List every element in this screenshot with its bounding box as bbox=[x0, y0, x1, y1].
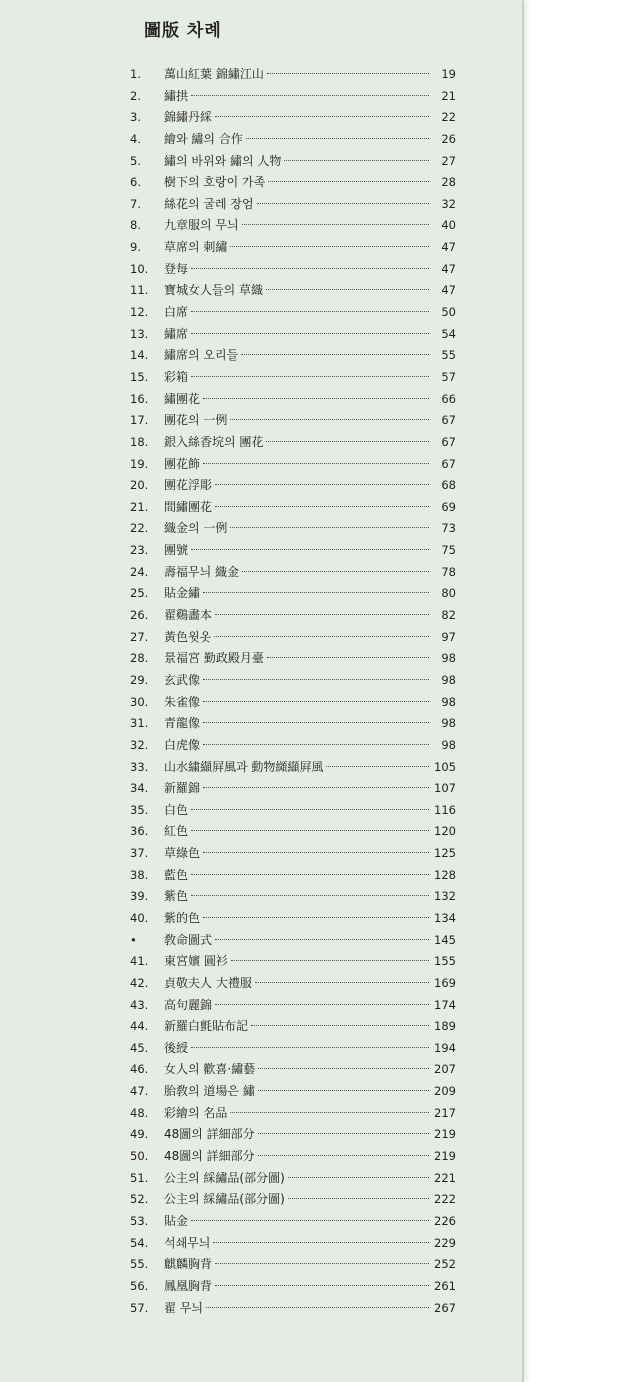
entry-title: 紫的色 bbox=[164, 910, 201, 925]
toc-entry bbox=[130, 1168, 456, 1190]
entry-page-number: 169 bbox=[434, 975, 456, 990]
toc-entry bbox=[130, 670, 456, 692]
entry-number: 30. bbox=[130, 694, 149, 709]
entry-title: 鳳凰胸背 bbox=[164, 1278, 213, 1293]
dot-leader bbox=[203, 744, 429, 745]
entry-page-number: 132 bbox=[434, 889, 456, 904]
entry-title: 貼金繡 bbox=[164, 586, 201, 601]
page-title: 圖版 차례 bbox=[144, 21, 222, 41]
entry-page-number: 57 bbox=[441, 369, 456, 384]
entry-title: 白色 bbox=[164, 802, 189, 817]
toc-entry bbox=[130, 64, 456, 86]
toc-entry bbox=[130, 129, 456, 151]
entry-title: 萬山紅葉 錦繡江山 bbox=[164, 67, 264, 81]
entry-page-number: 27 bbox=[441, 153, 456, 168]
toc-entry bbox=[130, 280, 456, 302]
toc-entry bbox=[130, 172, 456, 194]
entry-number: 49. bbox=[130, 1127, 149, 1142]
dot-leader bbox=[215, 116, 429, 117]
toc-entry bbox=[130, 497, 456, 519]
entry-page-number: 217 bbox=[434, 1105, 456, 1120]
entry-title: 白虎像 bbox=[164, 737, 201, 752]
dot-leader bbox=[251, 1025, 429, 1026]
entry-number: 3. bbox=[130, 110, 141, 125]
entry-page-number: 222 bbox=[434, 1192, 456, 1207]
toc-entry bbox=[130, 1016, 456, 1038]
entry-page-number: 80 bbox=[441, 586, 456, 601]
entry-page-number: 98 bbox=[441, 694, 456, 709]
entry-title: 新羅錦 bbox=[164, 781, 201, 796]
entry-number: 32. bbox=[130, 737, 149, 752]
entry-title: 絲花의 굴레 장엄 bbox=[164, 196, 254, 211]
entry-number: 56. bbox=[130, 1278, 149, 1293]
entry-title: 석쇄무늬 bbox=[164, 1235, 211, 1250]
toc-entry bbox=[130, 821, 456, 843]
entry-number: 41. bbox=[130, 954, 149, 969]
dot-leader bbox=[203, 463, 429, 464]
dot-leader bbox=[203, 679, 429, 680]
entry-page-number: 145 bbox=[434, 932, 456, 947]
entry-number: 47. bbox=[130, 1084, 149, 1099]
dot-leader bbox=[230, 527, 429, 528]
entry-number: 39. bbox=[130, 889, 149, 904]
entry-number: 22. bbox=[130, 521, 149, 536]
entry-title: 團花浮彫 bbox=[164, 478, 213, 493]
entry-title: 紅色 bbox=[164, 824, 189, 839]
toc-entry bbox=[130, 324, 456, 346]
entry-title: 繪와 繡의 合作 bbox=[164, 131, 243, 146]
toc-entry bbox=[130, 518, 456, 540]
entry-title: 胎敎의 道場은 繡 bbox=[164, 1084, 255, 1099]
entry-number: • bbox=[130, 932, 137, 947]
dot-leader bbox=[230, 1112, 429, 1113]
entry-page-number: 47 bbox=[441, 240, 456, 255]
dot-leader bbox=[191, 549, 429, 550]
entry-page-number: 125 bbox=[434, 846, 456, 861]
dot-leader bbox=[203, 917, 429, 918]
entry-title: 樹下의 호랑이 가족 bbox=[164, 175, 266, 190]
entry-number: 42. bbox=[130, 975, 149, 990]
toc-entry bbox=[130, 259, 456, 281]
dot-leader bbox=[258, 1068, 429, 1069]
entry-page-number: 219 bbox=[434, 1127, 456, 1142]
entry-title: 登每 bbox=[164, 261, 189, 276]
entry-number: 20. bbox=[130, 478, 149, 493]
toc-entry bbox=[130, 410, 456, 432]
dot-leader bbox=[231, 960, 429, 961]
dot-leader bbox=[203, 398, 429, 399]
entry-number: 44. bbox=[130, 1019, 149, 1034]
entry-page-number: 40 bbox=[441, 218, 456, 233]
entry-page-number: 261 bbox=[434, 1278, 456, 1293]
entry-number: 7. bbox=[130, 196, 141, 211]
entry-number: 19. bbox=[130, 456, 149, 471]
entry-page-number: 221 bbox=[434, 1170, 456, 1185]
entry-title: 新羅白氈貼布記 bbox=[164, 1019, 249, 1034]
toc-entry bbox=[130, 1254, 456, 1276]
entry-title: 貞敬夫人 大禮服 bbox=[164, 975, 252, 990]
entry-number: 28. bbox=[130, 651, 149, 666]
entry-title: 敎命圖式 bbox=[164, 932, 213, 947]
entry-number: 40. bbox=[130, 910, 149, 925]
entry-title: 麒麟胸背 bbox=[164, 1257, 213, 1272]
dot-leader bbox=[230, 246, 429, 247]
entry-number: 10. bbox=[130, 261, 149, 276]
entry-number: 34. bbox=[130, 781, 149, 796]
entry-title: 後綬 bbox=[164, 1040, 189, 1055]
toc-entry bbox=[130, 605, 456, 627]
entry-page-number: 75 bbox=[441, 543, 456, 558]
toc-entry bbox=[130, 345, 456, 367]
entry-title: 景福宮 勤政殿月臺 bbox=[164, 651, 264, 666]
entry-title: 團花의 一例 bbox=[164, 413, 228, 428]
dot-leader bbox=[214, 636, 429, 637]
table-of-contents bbox=[130, 64, 456, 1319]
toc-entry bbox=[130, 800, 456, 822]
toc-entry bbox=[130, 389, 456, 411]
entry-page-number: 28 bbox=[441, 175, 456, 190]
dot-leader bbox=[258, 1133, 429, 1134]
dot-leader bbox=[191, 311, 429, 312]
entry-page-number: 50 bbox=[441, 305, 456, 320]
entry-number: 27. bbox=[130, 629, 149, 644]
entry-title: 藍色 bbox=[164, 867, 189, 882]
dot-leader bbox=[267, 657, 429, 658]
entry-page-number: 97 bbox=[441, 629, 456, 644]
entry-title: 貼金 bbox=[164, 1213, 189, 1228]
entry-title: 翟 무늬 bbox=[164, 1300, 203, 1315]
entry-title: 青龍像 bbox=[164, 716, 201, 731]
toc-entry bbox=[130, 930, 456, 952]
dot-leader bbox=[191, 895, 429, 896]
toc-entry bbox=[130, 562, 456, 584]
toc-entry bbox=[130, 757, 456, 779]
entry-number: 14. bbox=[130, 348, 149, 363]
dot-leader bbox=[213, 1242, 429, 1243]
dot-leader bbox=[215, 506, 429, 507]
dot-leader bbox=[191, 333, 429, 334]
entry-page-number: 98 bbox=[441, 651, 456, 666]
entry-page-number: 32 bbox=[441, 196, 456, 211]
entry-number: 1. bbox=[130, 67, 141, 81]
dot-leader bbox=[206, 1307, 429, 1308]
dot-leader bbox=[215, 484, 429, 485]
entry-number: 26. bbox=[130, 608, 149, 623]
entry-page-number: 189 bbox=[434, 1019, 456, 1034]
entry-title: 繡의 바위와 繡의 人物 bbox=[164, 153, 282, 168]
entry-number: 52. bbox=[130, 1192, 149, 1207]
dot-leader bbox=[191, 830, 429, 831]
toc-entry bbox=[130, 1189, 456, 1211]
toc-entry bbox=[130, 237, 456, 259]
entry-number: 45. bbox=[130, 1040, 149, 1055]
entry-page-number: 47 bbox=[441, 261, 456, 276]
entry-title: 繡團花 bbox=[164, 391, 201, 406]
entry-title: 高句麗錦 bbox=[164, 997, 213, 1012]
dot-leader bbox=[246, 138, 429, 139]
entry-title: 寶城女人들의 草織 bbox=[164, 283, 263, 298]
toc-entry bbox=[130, 908, 456, 930]
entry-number: 51. bbox=[130, 1170, 149, 1185]
entry-page-number: 98 bbox=[441, 737, 456, 752]
toc-entry bbox=[130, 1081, 456, 1103]
dot-leader bbox=[203, 592, 429, 593]
entry-title: 繡拱 bbox=[164, 88, 189, 103]
entry-number: 15. bbox=[130, 369, 149, 384]
entry-title: 銀入絲香垸의 團花 bbox=[164, 434, 264, 449]
entry-number: 13. bbox=[130, 326, 149, 341]
toc-entry bbox=[130, 995, 456, 1017]
toc-entry bbox=[130, 454, 456, 476]
entry-number: 11. bbox=[130, 283, 149, 298]
toc-entry bbox=[130, 1276, 456, 1298]
entry-page-number: 78 bbox=[441, 564, 456, 579]
entry-number: 36. bbox=[130, 824, 149, 839]
dot-leader bbox=[191, 1220, 429, 1221]
entry-number: 43. bbox=[130, 997, 149, 1012]
dot-leader bbox=[288, 1198, 429, 1199]
entry-title: 九章服의 무늬 bbox=[164, 218, 239, 233]
entry-number: 23. bbox=[130, 543, 149, 558]
entry-page-number: 82 bbox=[441, 608, 456, 623]
entry-number: 25. bbox=[130, 586, 149, 601]
toc-entry bbox=[130, 1124, 456, 1146]
entry-title: 團花飾 bbox=[164, 456, 201, 471]
entry-page-number: 66 bbox=[441, 391, 456, 406]
entry-number: 37. bbox=[130, 846, 149, 861]
dot-leader bbox=[230, 419, 429, 420]
dot-leader bbox=[266, 289, 429, 290]
dot-leader bbox=[191, 1047, 429, 1048]
entry-number: 8. bbox=[130, 218, 141, 233]
toc-entry bbox=[130, 151, 456, 173]
toc-entry bbox=[130, 194, 456, 216]
dot-leader bbox=[266, 441, 429, 442]
dot-leader bbox=[191, 376, 429, 377]
entry-page-number: 252 bbox=[434, 1257, 456, 1272]
toc-entry bbox=[130, 778, 456, 800]
dot-leader bbox=[215, 1285, 429, 1286]
entry-title: 錦繡丹綵 bbox=[164, 110, 213, 125]
dot-leader bbox=[268, 181, 429, 182]
entry-title: 白席 bbox=[164, 305, 189, 320]
entry-page-number: 47 bbox=[441, 283, 456, 298]
toc-entry bbox=[130, 886, 456, 908]
entry-title: 草席의 刺繡 bbox=[164, 240, 228, 255]
entry-title: 團號 bbox=[164, 543, 189, 558]
toc-entry bbox=[130, 475, 456, 497]
entry-title: 公主의 綵繡品(部分圖) bbox=[164, 1192, 285, 1207]
dot-leader bbox=[215, 1263, 429, 1264]
toc-entry bbox=[130, 302, 456, 324]
entry-page-number: 209 bbox=[434, 1084, 456, 1099]
entry-number: 4. bbox=[130, 131, 141, 146]
entry-number: 2. bbox=[130, 88, 141, 103]
entry-number: 9. bbox=[130, 240, 141, 255]
toc-entry bbox=[130, 735, 456, 757]
entry-number: 54. bbox=[130, 1235, 149, 1250]
entry-number: 6. bbox=[130, 175, 141, 190]
dot-leader bbox=[215, 939, 429, 940]
dot-leader bbox=[242, 224, 429, 225]
entry-number: 21. bbox=[130, 499, 149, 514]
entry-page-number: 73 bbox=[441, 521, 456, 536]
dot-leader bbox=[288, 1177, 429, 1178]
entry-page-number: 267 bbox=[434, 1300, 456, 1315]
entry-page-number: 194 bbox=[434, 1040, 456, 1055]
toc-entry bbox=[130, 1059, 456, 1081]
entry-title: 山水繍纈屛風과 動物纐纈屛風 bbox=[164, 759, 324, 774]
entry-page-number: 98 bbox=[441, 716, 456, 731]
entry-page-number: 69 bbox=[441, 499, 456, 514]
toc-entry bbox=[130, 1038, 456, 1060]
entry-title: 黃色윗옷 bbox=[164, 629, 212, 644]
entry-number: 12. bbox=[130, 305, 149, 320]
entry-number: 57. bbox=[130, 1300, 149, 1315]
entry-page-number: 155 bbox=[434, 954, 456, 969]
entry-number: 38. bbox=[130, 867, 149, 882]
toc-entry bbox=[130, 843, 456, 865]
dot-leader bbox=[257, 203, 429, 204]
dot-leader bbox=[215, 1004, 429, 1005]
entry-page-number: 55 bbox=[441, 348, 456, 363]
toc-entry bbox=[130, 692, 456, 714]
dot-leader bbox=[203, 852, 429, 853]
entry-title: 繡席 bbox=[164, 326, 189, 341]
toc-entry bbox=[130, 713, 456, 735]
entry-title: 翟鷄畵本 bbox=[164, 608, 213, 623]
entry-page-number: 22 bbox=[441, 110, 456, 125]
entry-number: 48. bbox=[130, 1105, 149, 1120]
toc-entry bbox=[130, 951, 456, 973]
dot-leader bbox=[191, 268, 429, 269]
dot-leader bbox=[242, 571, 429, 572]
entry-number: 5. bbox=[130, 153, 141, 168]
dot-leader bbox=[326, 766, 429, 767]
entry-number: 35. bbox=[130, 802, 149, 817]
entry-title: 間繡團花 bbox=[164, 499, 213, 514]
dot-leader bbox=[203, 701, 429, 702]
entry-page-number: 207 bbox=[434, 1062, 456, 1077]
toc-entry bbox=[130, 1298, 456, 1320]
toc-entry bbox=[130, 86, 456, 108]
entry-number: 29. bbox=[130, 672, 149, 687]
dot-leader bbox=[258, 1090, 429, 1091]
toc-entry bbox=[130, 1233, 456, 1255]
entry-number: 24. bbox=[130, 564, 149, 579]
dot-leader bbox=[255, 982, 429, 983]
toc-entry bbox=[130, 1211, 456, 1233]
toc-entry bbox=[130, 973, 456, 995]
dot-leader bbox=[267, 73, 429, 74]
dot-leader bbox=[191, 95, 429, 96]
entry-title: 48圖의 詳細部分 bbox=[164, 1127, 255, 1142]
dot-leader bbox=[191, 809, 429, 810]
entry-title: 公主의 綵繡品(部分圖) bbox=[164, 1170, 285, 1185]
entry-page-number: 19 bbox=[441, 67, 456, 81]
toc-entry bbox=[130, 1103, 456, 1125]
entry-page-number: 67 bbox=[441, 434, 456, 449]
dot-leader bbox=[191, 874, 429, 875]
entry-number: 17. bbox=[130, 413, 149, 428]
entry-title: 草綠色 bbox=[164, 846, 201, 861]
entry-page-number: 107 bbox=[434, 781, 456, 796]
entry-page-number: 21 bbox=[441, 88, 456, 103]
dot-leader bbox=[203, 722, 429, 723]
entry-page-number: 226 bbox=[434, 1213, 456, 1228]
toc-entry bbox=[130, 540, 456, 562]
dot-leader bbox=[241, 354, 429, 355]
entry-page-number: 26 bbox=[441, 131, 456, 146]
entry-page-number: 128 bbox=[434, 867, 456, 882]
entry-page-number: 98 bbox=[441, 672, 456, 687]
entry-number: 46. bbox=[130, 1062, 149, 1077]
entry-number: 33. bbox=[130, 759, 149, 774]
entry-number: 16. bbox=[130, 391, 149, 406]
entry-number: 31. bbox=[130, 716, 149, 731]
entry-page-number: 54 bbox=[441, 326, 456, 341]
entry-title: 壽福무늬 織金 bbox=[164, 564, 239, 579]
entry-page-number: 67 bbox=[441, 413, 456, 428]
dot-leader bbox=[284, 160, 429, 161]
dot-leader bbox=[258, 1155, 429, 1156]
toc-entry bbox=[130, 1146, 456, 1168]
entry-page-number: 116 bbox=[434, 802, 456, 817]
toc-entry bbox=[130, 215, 456, 237]
entry-title: 紫色 bbox=[164, 889, 189, 904]
entry-title: 48圖의 詳細部分 bbox=[164, 1149, 255, 1164]
toc-entry bbox=[130, 367, 456, 389]
entry-page-number: 105 bbox=[434, 759, 456, 774]
entry-title: 繡席의 오리들 bbox=[164, 348, 239, 363]
entry-page-number: 120 bbox=[434, 824, 456, 839]
entry-title: 織金의 一例 bbox=[164, 521, 228, 536]
entry-title: 玄武像 bbox=[164, 672, 201, 687]
entry-title: 朱雀像 bbox=[164, 694, 201, 709]
toc-entry bbox=[130, 627, 456, 649]
entry-number: 18. bbox=[130, 434, 149, 449]
entry-page-number: 229 bbox=[434, 1235, 456, 1250]
entry-title: 彩箱 bbox=[164, 369, 189, 384]
dot-leader bbox=[203, 787, 429, 788]
entry-title: 彩繪의 名品 bbox=[164, 1105, 228, 1120]
dot-leader bbox=[215, 614, 429, 615]
entry-page-number: 68 bbox=[441, 478, 456, 493]
toc-entry bbox=[130, 648, 456, 670]
entry-number: 50. bbox=[130, 1149, 149, 1164]
toc-entry bbox=[130, 583, 456, 605]
entry-title: 東宮嬪 圓衫 bbox=[164, 954, 228, 969]
toc-entry bbox=[130, 107, 456, 129]
entry-page-number: 219 bbox=[434, 1149, 456, 1164]
entry-number: 53. bbox=[130, 1213, 149, 1228]
entry-title: 女人의 歡喜·繡藝 bbox=[164, 1062, 256, 1077]
entry-page-number: 67 bbox=[441, 456, 456, 471]
entry-number: 55. bbox=[130, 1257, 149, 1272]
toc-entry bbox=[130, 432, 456, 454]
entry-page-number: 174 bbox=[434, 997, 456, 1012]
toc-entry bbox=[130, 865, 456, 887]
entry-page-number: 134 bbox=[434, 910, 456, 925]
